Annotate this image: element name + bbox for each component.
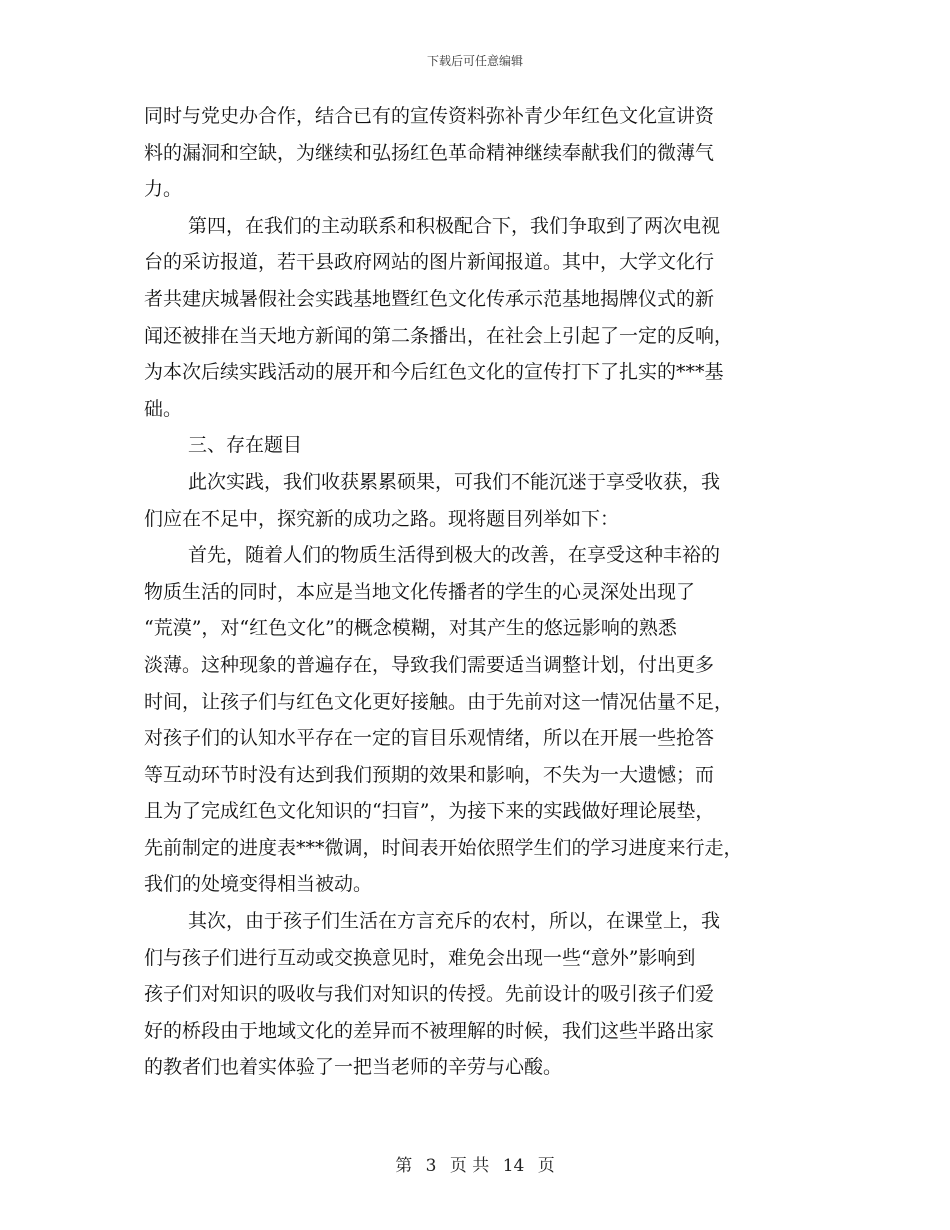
footer-prefix: 第 <box>395 1156 413 1176</box>
body-line: 时间，让孩子们与红色文化更好接触。由于先前对这一情况估量不足， <box>144 690 734 713</box>
body-line: 同时与党史办合作，结合已有的宣传资料弥补青少年红色文化宣讲资 <box>144 105 715 127</box>
total-pages: 14 <box>502 1156 525 1176</box>
section-heading: 三、存在题目 <box>188 434 303 457</box>
body-line: 的教者们也着实体验了一把当老师的辛劳与心酸。 <box>144 1056 563 1079</box>
body-line: 们应在不足中，探究新的成功之路。现将题目列举如下： <box>144 507 620 530</box>
page-number: 3 <box>425 1156 437 1176</box>
body-line: 等互动环节时没有达到我们预期的效果和影响，不失为一大遗憾；而 <box>144 763 715 786</box>
body-line: 力。 <box>144 178 183 201</box>
body-line: 料的漏洞和空缺，为继续和弘扬红色革命精神继续奉献我们的微薄气 <box>144 141 715 164</box>
body-line: 淡薄。这种现象的普遍存在，导致我们需要适当调整计划，付出更多 <box>144 653 715 676</box>
body-line: 好的桥段由于地域文化的差异而不被理解的时候，我们这些半路出家 <box>144 1019 715 1042</box>
body-line: 第四，在我们的主动联系和积极配合下，我们争取到了两次电视 <box>188 214 721 237</box>
body-line: 为本次后续实践活动的展开和今后红色文化的宣传打下了扎实的***基 <box>144 361 724 384</box>
body-line: 孩子们对知识的吸收与我们对知识的传授。先前设计的吸引孩子们爱 <box>144 983 715 1006</box>
body-line: 们与孩子们进行互动或交换意见时，难免会出现一些“意外”影响到 <box>144 946 696 969</box>
body-line: 础。 <box>144 397 183 420</box>
body-line: 我们的处境变得相当被动。 <box>144 873 373 896</box>
body-line: 物质生活的同时，本应是当地文化传播者的学生的心灵深处出现了 <box>144 580 696 603</box>
footer-suffix: 页 <box>537 1156 555 1176</box>
page-footer <box>0 1151 950 1176</box>
document-body <box>144 98 812 1086</box>
body-line: 首先，随着人们的物质生活得到极大的改善，在享受这种丰裕的 <box>188 544 721 567</box>
body-line: “荒漠”，对“红色文化”的概念模糊，对其产生的悠远影响的熟悉 <box>144 617 677 640</box>
body-line: 者共建庆城暑假社会实践基地暨红色文化传承示范基地揭牌仪式的新 <box>144 287 715 310</box>
body-line: 此次实践，我们收获累累硕果，可我们不能沉迷于享受收获，我 <box>188 470 721 493</box>
body-line: 闻还被排在当天地方新闻的第二条播出，在社会上引起了一定的反响， <box>144 324 734 347</box>
body-line: 且为了完成红色文化知识的“扫盲”，为接下来的实践做好理论展垫， <box>144 800 715 823</box>
body-line: 其次，由于孩子们生活在方言充斥的农村，所以，在课堂上，我 <box>188 910 721 933</box>
footer-middle: 页 共 <box>449 1156 490 1176</box>
body-line: 对孩子们的认知水平存在一定的盲目乐观情绪，所以在开展一些抢答 <box>144 727 715 750</box>
page-header: 下载后可任意编辑 <box>426 54 523 68</box>
body-line: 台的采访报道，若干县政府网站的图片新闻报道。其中，大学文化行 <box>144 251 715 274</box>
body-line: 先前制定的进度表***微调，时间表开始依照学生们的学习进度来行走， <box>144 836 743 859</box>
